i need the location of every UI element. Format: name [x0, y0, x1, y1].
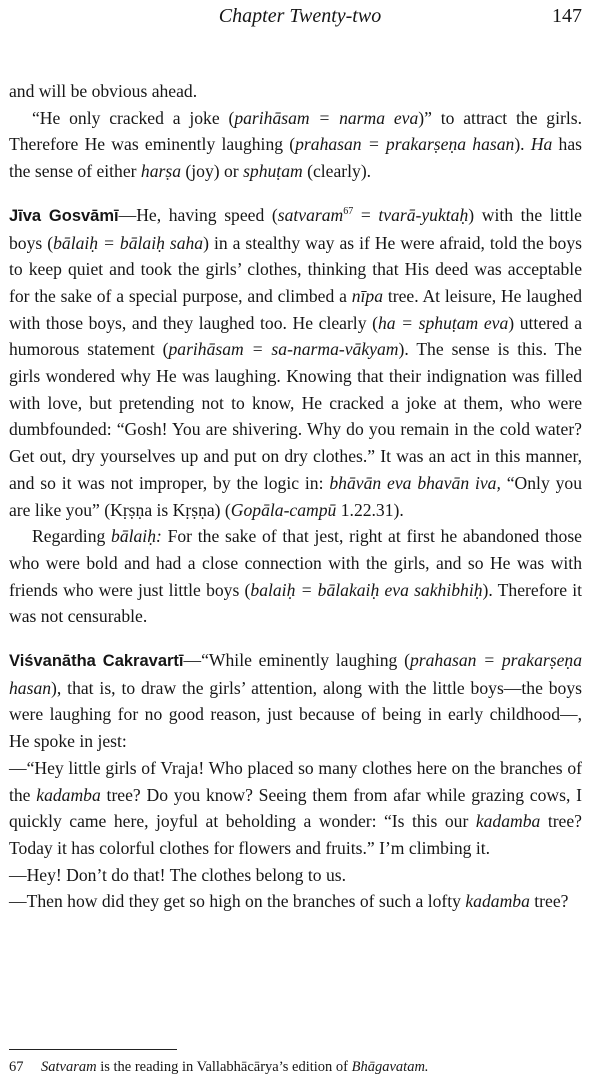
text-run: =	[353, 204, 379, 225]
text-run: )” to attract the girls. Therefore He was eminently laughing (	[9, 107, 582, 155]
italic-term: bhāvān eva bhavān iva,	[329, 472, 501, 493]
italic-term: prahasan = prakarṣeṇa hasan	[9, 650, 582, 698]
italic-term: kadamba	[475, 811, 541, 832]
italic-term: tvarā-yuktaḥ	[378, 204, 469, 225]
italic-term: nīpa	[351, 285, 384, 306]
footnote	[9, 1058, 582, 1076]
text-run: ). The sense is this. The girls wondered why He was laughing. Knowing that their indignation was filled with love, but pretending not to know, He cracked a joke at them, who were dumbfounded: “Gosh! You are shivering. Why do you remain in the cold water? Get out, dry yourselves up and put on dry clothes.” It was an act in this manner, and so it was not improper, by the logic in:	[9, 339, 582, 493]
text-run: tree. At leisure, He laughed with those boys, and they laughed too. He clearly (	[9, 285, 582, 333]
text-run: ) uttered a humorous statement (	[9, 312, 582, 360]
paragraph-dialogue-2	[9, 862, 582, 889]
text-run: and will be obvious ahead.	[9, 81, 198, 101]
italic-term: harṣa	[140, 161, 181, 182]
italic-term: Gopāla-campū	[230, 499, 337, 520]
paragraph-jiva-gosvami	[9, 202, 582, 523]
italic-term: prahasan = prakarṣeṇa hasan	[295, 134, 515, 155]
italic-term: Satvaram	[41, 1059, 97, 1075]
text-run: Regarding	[32, 526, 112, 547]
text-run: is the reading in Vallabhācārya’s edition of	[96, 1059, 352, 1075]
italic-term: bālaiḥ:	[111, 526, 162, 547]
text-run: —“Hey little girls of Vraja! Who placed so many clothes here on the branches of the	[9, 757, 582, 805]
italic-term: bālaiḥ = bālaiḥ saha	[53, 232, 204, 253]
italic-term: parihāsam = narma eva	[234, 107, 419, 128]
footnote-number: 67	[9, 1059, 24, 1075]
footnote-reference: 67	[343, 205, 354, 217]
paragraph-visvanatha-cakravarti	[9, 647, 582, 755]
italic-term: kadamba	[465, 891, 530, 912]
text-run: ), that is, to draw the girls’ attention, along with the little boys—the boys were laughing for no good reason, just because of being in early childhood—, He spoke in jest:	[9, 677, 582, 752]
text-run: ) in a stealthy way as if He were afraid, told the boys to keep quiet and took the girls’ clothes, thinking that His deed was acceptable for the sake of a special purpose, and climbed a	[9, 232, 582, 306]
text-run: (clearly).	[302, 161, 372, 182]
running-head: Chapter Twenty-two	[218, 5, 382, 27]
italic-term: Ha	[530, 134, 553, 155]
text-run: ). Therefore it was not censurable.	[9, 579, 583, 627]
paragraph-dialogue-3	[9, 888, 582, 915]
italic-term: parihāsam = sa-narma-vākyam	[168, 339, 399, 360]
page-body	[9, 78, 582, 915]
text-run: —He, having speed (	[118, 204, 278, 225]
italic-term: Bhāgavatam.	[351, 1059, 429, 1075]
page-number: 147	[552, 5, 582, 27]
footnote-divider	[9, 1049, 177, 1050]
text-run: 1.22.31).	[336, 499, 404, 520]
italic-term: sphuṭam	[243, 161, 303, 182]
footnote-text	[41, 1059, 429, 1075]
text-run: —Hey! Don’t do that! The clothes belong to us.	[9, 864, 346, 885]
page-header	[0, 5, 600, 33]
italic-term: satvaram	[277, 204, 344, 225]
commentator-name: Jīva Gosvāmī	[9, 206, 119, 225]
text-run: has the sense of either	[9, 134, 583, 182]
italic-term: ha = sphuṭam eva	[377, 312, 509, 333]
text-run: tree?	[529, 891, 569, 912]
text-run: “He only cracked a joke (	[32, 107, 235, 128]
text-run: For the sake of that jest, right at first he abandoned those who were bold and had a close connection with the girls, and so He was with friends who were just little boys (	[9, 526, 582, 600]
italic-term: kadamba	[36, 784, 101, 805]
paragraph-continuation	[9, 78, 582, 105]
paragraph-regarding-balaih	[9, 523, 582, 630]
paragraph-joke	[9, 105, 582, 185]
italic-term: balaiḥ = bālakaiḥ eva sakhibhiḥ	[250, 579, 483, 600]
paragraph-dialogue-1	[9, 755, 582, 862]
text-run: “Only you are like you” (Kṛṣṇa is Kṛṣṇa) (	[9, 472, 582, 520]
text-run: (joy) or	[181, 161, 244, 182]
text-run: tree? Do you know? Seeing them from afar while grazing cows, I quickly came here, joyful at beholding a wonder: “Is this our	[9, 784, 582, 832]
text-run: tree? Today it has colorful clothes for flowers and fruits.” I’m climbing it.	[9, 811, 582, 858]
text-run: ) with the little boys (	[9, 204, 582, 253]
text-run: ).	[514, 134, 531, 155]
commentator-name: Viśvanātha Cakravartī	[9, 652, 184, 671]
text-run: —Then how did they get so high on the branches of such a lofty	[9, 891, 466, 912]
text-run: —“While eminently laughing (	[183, 650, 410, 671]
